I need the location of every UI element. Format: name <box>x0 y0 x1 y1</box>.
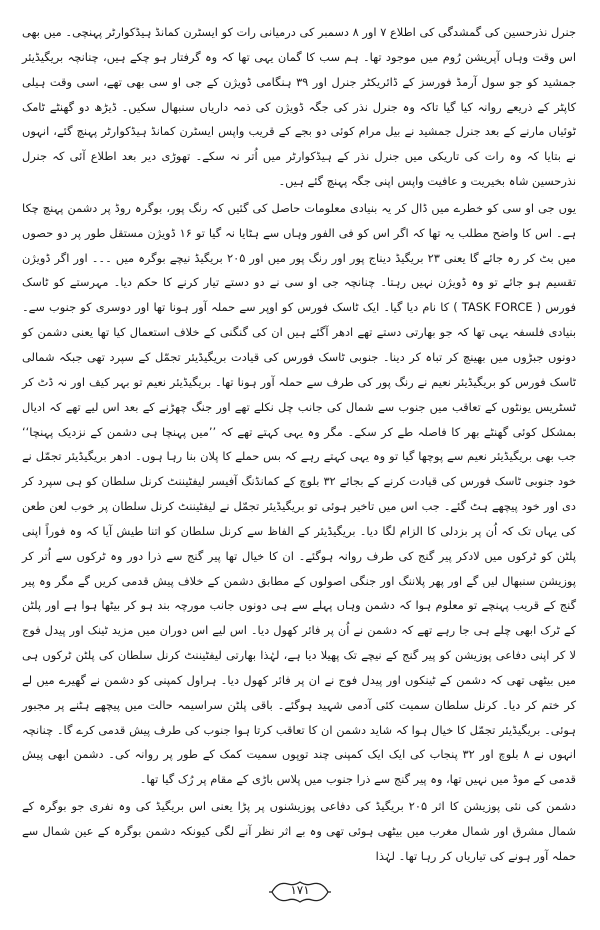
body-text <box>22 20 576 869</box>
paragraph-3: دشمن کی نئی پوزیشن کا اثر ۲۰۵ بریگیڈ کی دفاعی پوزیشنوں پر پڑا یعنی اس بریگیڈ کی وہ نفری جو بوگرہ کے شمال مشرق اور شمال مغرب میں بیٹھی ہوئی تھی وہ بے اثر نظر آنے لگی کیونکہ دشمن بوگرہ کے عین شمال سے حملہ آور ہونے کی تیاریاں کر رہا تھا۔ لہٰذا <box>22 799 577 863</box>
paragraph-1: جنرل نذرحسین کی گمشدگی کی اطلاع ۷ اور ۸ دسمبر کی درمیانی رات کو ایسٹرن کمانڈ ہیڈکوارٹر پہنچی۔ میں بھی اس وقت وہاں آپریشن رُوم میں موجود تھا۔ ہم سب کا گمان یہی تھا کہ وہ گرفتار ہو چکے ہیں، چنانچہ بریگیڈیئر جمشید کو جو سول آرمڈ فورسز کے ڈائریکٹر جنرل اور ۳۹ ہنگامی ڈویژن کے جی او سی بھی تھے، اسی وقت ہیلی کاپٹر کے ذریعے روانہ کیا گیا تاکہ وہ جنرل نذر کی جگہ ڈویژن کی ذمہ داریاں سنبھال سکیں۔ ڈیڑھ دو گھنٹے ٹامک ٹوئیاں مارنے کے بعد جنرل جمشید نے بیل مرام کوئی دو بجے کے قریب واپس ایسٹرن کمانڈ ہیڈکوارٹر پہنچ گئے، انہوں نے بتایا کہ وہ رات کی تاریکی میں جنرل نذر کے ہیڈکوارٹر میں اُتر نہ سکے۔ تھوڑی دیر بعد اطلاع آئی کہ جنرل نذرحسین شاہ بخیریت و عافیت واپس اپنی جگہ پہنچ گئے ہیں۔ <box>22 25 577 189</box>
paragraph-2: یوں جی او سی کو خطرے میں ڈال کر یہ بنیادی معلومات حاصل کی گئیں کہ رنگ پور، بوگرہ روڈ پر دشمن پہنچ چکا ہے۔ اس کا واضح مطلب یہ تھا کہ اگر اس کو فی الفور وہاں سے ہٹایا نہ گیا تو ۱۶ ڈویژن مستقل طور پر دو حصوں میں بٹ کر رہ جائے گا یعنی ۲۳ بریگیڈ دیناج پور اور رنگ پور میں اور ۲۰۵ بریگیڈ نیچے بوگرہ میں ۔۔۔ اور اگر ڈویژن تقسیم ہو جائے تو وہ ڈویژن نہیں رہتا۔ چنانچہ جی او سی نے دو دستے تیار کرنے کا حکم دیا۔ مہرستے کو ٹاسک فورس ( TASK FORCE ) کا نام دیا گیا۔ ایک ٹاسک فورس کو اوپر سے حملہ آور ہونا تھا اور دوسری کو جنوب سے۔ بنیادی فلسفہ یہی تھا کہ جو بھارتی دستے تھے ادھر آگئے ہیں ان کی گنگنی کے خلاف استعمال کیا تھا یعنی دشمن کو دونوں جبڑوں میں بھینچ کر تباہ کر دینا۔ جنوبی ٹاسک فورس کی قیادت بریگیڈیئر تجمّل کے سپرد تھی جبکہ شمالی ٹاسک فورس کو بریگیڈیئر نعیم نے رنگ پور کی طرف سے حملہ آور ہونا تھا۔ بریگیڈیئر نعیم تو بہر کیف اور نہ ڈٹ کر ٹسٹریس یونٹوں کے تعاقب میں جنوب سے شمال کی جانب چل نکلے تھے اور جنگ چھڑنے کے بعد اس لیے تھے کہ ادیال بمشکل کوئی گھنٹے بھر کا فاصلہ طے کر سکے۔ مگر وہ یہی کہتے تھے کہ ’’میں پہنچا ہی دشمن کے نزدیک پہنچا‘‘ جب بھی بریگیڈیئر نعیم سے پوچھا گیا تو وہ یہی کہتے رہے کہ بس حملے کا پلان بنا رہا ہوں۔ ادھر بریگیڈیئر تجمّل نے خود جنوبی ٹاسک فورس کی قیادت کرنے کے بجائے ۳۲ بلوچ کے کمانڈنگ آفیسر لیفٹیننٹ کرنل سلطان کو ہی سپرد کر دی اور خود پیچھے ہٹ گئے۔ جب اس میں تاخیر ہوئی تو بریگیڈیئر تجمّل نے لیفٹیننٹ کرنل سلطان پر خوب لعن طعن کی یہاں تک کہ اُن پر بزدلی کا الزام لگا دیا۔ بریگیڈیئر کے الفاظ سے کرنل سلطان کو اتنا طیش آیا کہ وہ فوراً اپنی پلٹن کو ٹرکوں میں لادکر پیر گنج کی طرف روانہ ہوگئے۔ ان کا خیال تھا پیر گنج سے ذرا دور وہ ٹرکوں سے اُتر کر پوزیشن سنبھال لیں گے اور پھر پلاننگ اور جنگی اصولوں کے مطابق دشمن کے خلاف پیش قدمی کریں گے مگر وہ پیر گنج کے قریب پہنچے تو معلوم ہوا کہ دشمن وہاں پہلے سے ہی دونوں جانب مورچہ بند ہو کر بیٹھا ہوا ہے اور پلٹن کے ٹرک ابھی چلے ہی جا رہے تھے کہ دشمن نے اُن پر فائر کھول دیا۔ اس لیے اس دوران میں مزید ٹینک اور پیدل فوج لا کر اپنی دفاعی پوزیشن کو پیر گنج کے نیچے تک پھیلا دیا ہے، لہٰذا بھارتی لیفٹیننٹ کرنل سلطان کی پلٹن ٹرکوں ہی میں بیٹھی تھی کہ دشمن کے ٹینکوں اور پیدل فوج نے ان پر فائر کھول دیا۔ ہراول کمپنی کو دشمن نے گھیرے میں لے کر ختم کر دیا۔ کرنل سلطان سمیت کئی آدمی شہید ہوگئے۔ باقی پلٹن سراسیمہ حالت میں پیچھے ہٹنے پر مجبور ہوئی۔ بریگیڈیئر تجمّل کا خیال ہوا کہ شاید دشمن ان کا تعاقب کرتا ہوا جنوب کی طرف پیش قدمی کرے گا۔ چنانچہ انہوں نے ۸ بلوچ اور ۳۲ پنجاب کی ایک ایک کمپنی چند توپوں سمیت کمک کے طور پر روانہ کی۔ دشمن ابھی پیش قدمی کے موڈ میں نہیں تھا، وہ پیر گنج سے ذرا جنوب میں پلاس باڑی کے مقام پر رُک گیا تھا۔ <box>22 200 577 787</box>
page-number: ۱۷۱ <box>290 883 310 897</box>
page-number-ornament <box>268 878 332 906</box>
